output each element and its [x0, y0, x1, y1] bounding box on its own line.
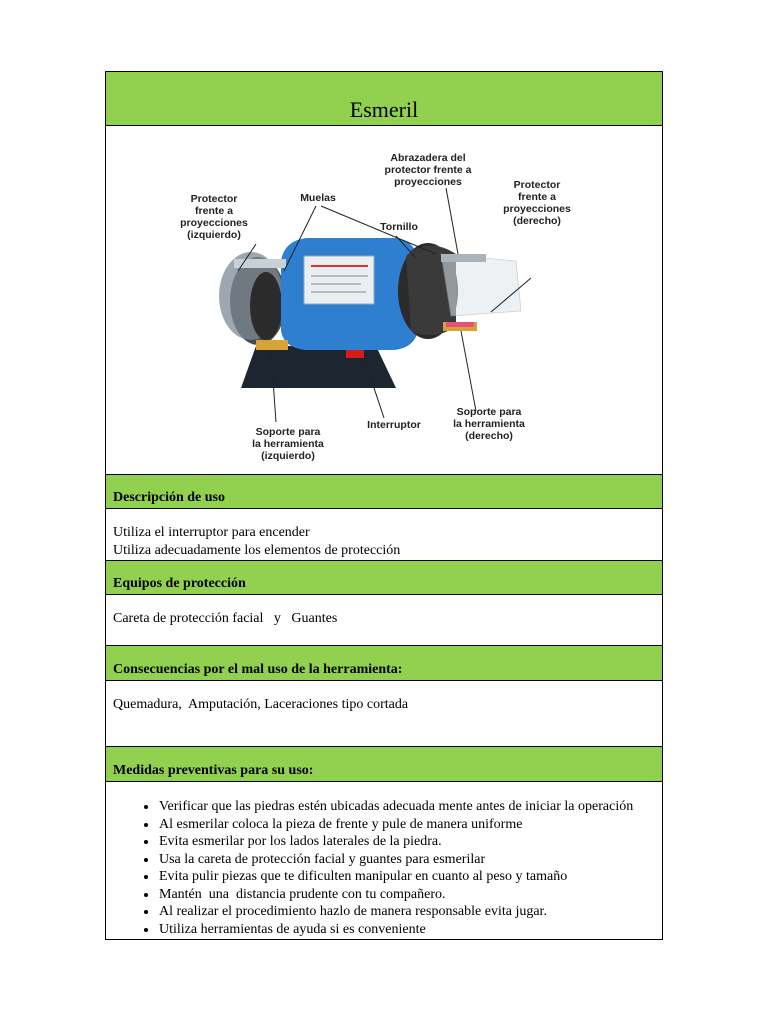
bench-grinder-diagram: [106, 126, 662, 475]
svg-text:frente a: frente a: [195, 205, 233, 217]
equipos-header: Equipos de protección: [113, 576, 246, 591]
label-muelas: Muelas: [300, 192, 336, 204]
descripcion-line: Utiliza el interruptor para encender: [113, 525, 310, 540]
list-item: • Evita esmerilar por los lados laterales de la piedra.: [158, 833, 642, 851]
consecuencias-content: [106, 681, 662, 747]
title-row: [106, 72, 662, 126]
shield-clamp: [441, 254, 486, 262]
page-title: Esmeril: [349, 97, 419, 122]
descripcion-header: Descripción de uso: [113, 490, 225, 505]
left-wheel-face: [250, 272, 282, 340]
svg-text:proyecciones: proyecciones: [180, 217, 248, 229]
label-soporte-izq: Soporte para: [255, 426, 321, 438]
consecuencias-header-row: [106, 646, 662, 681]
svg-text:(izquierdo): (izquierdo): [187, 229, 241, 241]
medidas-header: Medidas preventivas para su uso:: [113, 763, 314, 778]
equipos-text: Careta de protección facial y Guantes: [113, 611, 338, 626]
consecuencias-header: Consecuencias por el mal uso de la herramienta:: [113, 662, 403, 677]
tool-sheet-table: [105, 71, 663, 940]
label-interruptor: Interruptor: [367, 419, 421, 431]
label-soporte-der: Soporte para: [456, 406, 522, 418]
svg-text:frente a: frente a: [518, 191, 556, 203]
list-item: • Evita pulir piezas que te dificulten manipular en cuanto al peso y tamaño: [158, 868, 642, 886]
list-item: • Mantén una distancia prudente con tu compañero.: [158, 886, 642, 904]
list-item: • Al esmerilar coloca la pieza de frente y pule de manera uniforme: [158, 816, 642, 834]
descripcion-content: [106, 509, 662, 561]
svg-text:protector frente a: protector frente a: [384, 164, 472, 176]
right-eye-shield: [441, 254, 521, 316]
left-shield-clamp: [234, 259, 286, 268]
descripcion-line: Utiliza adecuadamente los elementos de protección: [113, 543, 401, 558]
list-item: • Usa la careta de protección facial y guantes para esmerilar: [158, 851, 642, 869]
label-tornillo: Tornillo: [380, 221, 418, 233]
label-protector-izq-1: Protector: [190, 193, 238, 205]
left-tool-rest: [256, 340, 288, 350]
list-item: • Verificar que las piedras estén ubicadas adecuada mente antes de iniciar la operación: [158, 798, 642, 816]
equipos-content: [106, 595, 662, 646]
list-item: • Al realizar el procedimiento hazlo de manera responsable evita jugar.: [158, 903, 642, 921]
label-abrazadera: Abrazadera del: [390, 152, 466, 164]
svg-text:proyecciones: proyecciones: [503, 203, 571, 215]
medidas-list: [106, 798, 642, 938]
svg-text:la herramienta: la herramienta: [453, 418, 525, 430]
svg-text:(izquierdo): (izquierdo): [261, 450, 315, 462]
equipos-header-row: [106, 561, 662, 595]
diagram-row: [106, 126, 662, 475]
label-protector-der: Protector: [513, 179, 561, 191]
list-item: • Utiliza herramientas de ayuda si es conveniente: [158, 921, 642, 939]
grinder-base: [241, 346, 396, 388]
svg-text:la herramienta: la herramienta: [252, 438, 324, 450]
svg-text:(derecho): (derecho): [513, 215, 561, 227]
medidas-header-row: [106, 747, 662, 782]
descripcion-header-row: [106, 475, 662, 509]
svg-text:(derecho): (derecho): [465, 430, 513, 442]
svg-text:proyecciones: proyecciones: [394, 176, 462, 188]
medidas-content: [106, 782, 662, 939]
motor-label-plate: [304, 256, 374, 304]
consecuencias-text: Quemadura, Amputación, Laceraciones tipo cortada: [113, 697, 409, 712]
